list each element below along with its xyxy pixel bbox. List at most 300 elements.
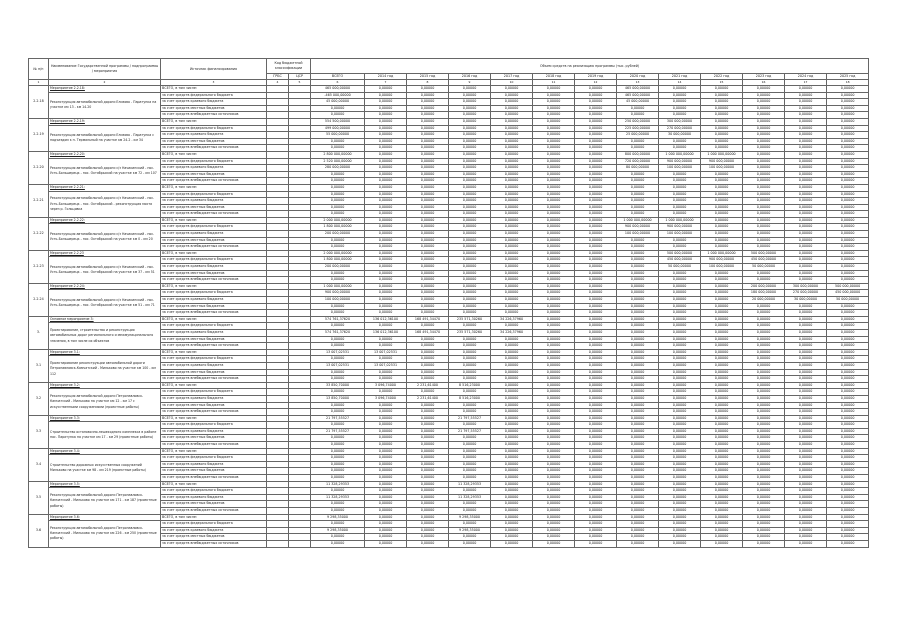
- csr-cell: [289, 145, 311, 152]
- amount-cell: 0,00000: [617, 303, 659, 310]
- amount-cell: 0,00000: [617, 376, 659, 383]
- amount-cell: 0,00000: [533, 475, 575, 482]
- amount-cell: 0,00000: [785, 540, 827, 547]
- amount-cell: 0,00000: [365, 151, 407, 158]
- amount-cell: 0,00000: [533, 92, 575, 99]
- csr-cell: [289, 343, 311, 350]
- amount-cell: 0,00000: [575, 343, 617, 350]
- amount-cell: 0,00000: [743, 494, 785, 501]
- amount-cell: 1 000 000,00000: [311, 283, 365, 290]
- amount-cell: 0,00000: [365, 376, 407, 383]
- amount-cell: 0,00000: [743, 362, 785, 369]
- funding-source: за счет средств местных бюджетов: [161, 501, 267, 508]
- amount-cell: 0,00000: [365, 422, 407, 429]
- amount-cell: 0,00000: [701, 303, 743, 310]
- amount-cell: 0,00000: [743, 165, 785, 172]
- amount-cell: 0,00000: [743, 514, 785, 521]
- amount-cell: 0,00000: [575, 336, 617, 343]
- amount-cell: 0,00000: [743, 191, 785, 198]
- csr-cell: [289, 224, 311, 231]
- amount-cell: 0,00000: [533, 118, 575, 125]
- amount-cell: 0,00000: [575, 178, 617, 185]
- amount-cell: 450 000,00000: [827, 290, 869, 297]
- funding-source: за счет средств внебюджетных источников: [161, 178, 267, 185]
- amount-cell: 0,00000: [365, 237, 407, 244]
- amount-cell: 0,00000: [449, 343, 491, 350]
- amount-cell: 0,00000: [575, 151, 617, 158]
- amount-cell: 0,00000: [533, 191, 575, 198]
- amount-cell: 0,00000: [575, 415, 617, 422]
- amount-cell: 0,00000: [533, 145, 575, 152]
- grbs-cell: [267, 389, 289, 396]
- funding-source: за счет средств краевого бюджета: [161, 329, 267, 336]
- header-column-number: 11: [533, 80, 575, 86]
- amount-cell: 0,00000: [659, 303, 701, 310]
- amount-cell: 0,00000: [491, 145, 533, 152]
- amount-cell: 0,00000: [365, 481, 407, 488]
- csr-cell: [289, 382, 311, 389]
- header-total: ВСЕГО: [311, 74, 365, 80]
- amount-cell: 0,00000: [533, 138, 575, 145]
- amount-cell: 0,00000: [743, 145, 785, 152]
- amount-cell: 0,00000: [533, 336, 575, 343]
- csr-cell: [289, 540, 311, 547]
- amount-cell: 0,00000: [659, 488, 701, 495]
- amount-cell: 0,00000: [449, 376, 491, 383]
- amount-cell: 0,00000: [785, 145, 827, 152]
- measure-name: Строительство остановочно-пешеходного комплекса в районе пос. Паратунка на участке км 17 - км 29 (проектные работы): [49, 422, 161, 448]
- amount-cell: 0,00000: [311, 171, 365, 178]
- amount-cell: 0,00000: [365, 224, 407, 231]
- table-row: [29, 257, 869, 264]
- amount-cell: 0,00000: [785, 86, 827, 93]
- amount-cell: 0,00000: [827, 99, 869, 106]
- amount-cell: 0,00000: [785, 204, 827, 211]
- header-column-number: 8: [407, 80, 449, 86]
- grbs-cell: [267, 270, 289, 277]
- amount-cell: 0,00000: [491, 105, 533, 112]
- amount-cell: 0,00000: [617, 488, 659, 495]
- amount-cell: 270 000,00000: [659, 125, 701, 132]
- amount-cell: 0,00000: [407, 171, 449, 178]
- amount-cell: 0,00000: [827, 105, 869, 112]
- amount-cell: 0,00000: [827, 118, 869, 125]
- grbs-cell: [267, 132, 289, 139]
- csr-cell: [289, 527, 311, 534]
- amount-cell: 0,00000: [575, 362, 617, 369]
- amount-cell: 900 000,00000: [659, 158, 701, 165]
- table-row: [29, 86, 869, 93]
- grbs-cell: [267, 428, 289, 435]
- amount-cell: 0,00000: [575, 191, 617, 198]
- amount-cell: 0,00000: [827, 270, 869, 277]
- amount-cell: 0,00000: [491, 435, 533, 442]
- grbs-cell: [267, 442, 289, 449]
- amount-cell: 0,00000: [491, 184, 533, 191]
- row-number: 2.2.21: [29, 184, 49, 217]
- amount-cell: 0,00000: [701, 297, 743, 304]
- amount-cell: 50 000,00000: [827, 297, 869, 304]
- amount-cell: 0,00000: [533, 112, 575, 119]
- amount-cell: 0,00000: [659, 501, 701, 508]
- amount-cell: 0,00000: [701, 316, 743, 323]
- funding-source: за счет средств федерального бюджета: [161, 125, 267, 132]
- amount-cell: 0,00000: [827, 475, 869, 482]
- amount-cell: 0,00000: [785, 171, 827, 178]
- grbs-cell: [267, 224, 289, 231]
- amount-cell: 0,00000: [701, 461, 743, 468]
- amount-cell: 0,00000: [575, 217, 617, 224]
- csr-cell: [289, 488, 311, 495]
- funding-source: за счет средств федерального бюджета: [161, 191, 267, 198]
- amount-cell: 0,00000: [785, 184, 827, 191]
- measure-name: Реконструкция автомобильной дороги Елизово - Паратунка с подъездом к п. Термальный на участке км 24.2 - км 34: [49, 125, 161, 151]
- amount-cell: 0,00000: [827, 329, 869, 336]
- grbs-cell: [267, 198, 289, 205]
- amount-cell: 0,00000: [827, 527, 869, 534]
- amount-cell: 0,00000: [407, 402, 449, 409]
- amount-cell: 0,00000: [827, 125, 869, 132]
- amount-cell: 1 000 000,00000: [659, 151, 701, 158]
- header-column-number: 13: [617, 80, 659, 86]
- amount-cell: 0,00000: [449, 356, 491, 363]
- amount-cell: 0,00000: [743, 336, 785, 343]
- amount-cell: 0,00000: [617, 481, 659, 488]
- amount-cell: 0,00000: [785, 488, 827, 495]
- amount-cell: 9 298,35000: [311, 514, 365, 521]
- amount-cell: 0,00000: [743, 422, 785, 429]
- amount-cell: 0,00000: [365, 475, 407, 482]
- amount-cell: 0,00000: [659, 481, 701, 488]
- amount-cell: 0,00000: [701, 336, 743, 343]
- amount-cell: 0,00000: [365, 145, 407, 152]
- amount-cell: 0,00000: [311, 336, 365, 343]
- header-column-number: 12: [575, 80, 617, 86]
- amount-cell: 0,00000: [575, 448, 617, 455]
- amount-cell: 136 012,36100: [365, 316, 407, 323]
- amount-cell: 0,00000: [743, 132, 785, 139]
- amount-cell: 0,00000: [701, 428, 743, 435]
- header-column-number: 6: [311, 80, 365, 86]
- measure-name: Проектирование, строительство и реконструкция автомобильных дорог регионального и межмуниципального значения, в том числе их объектов: [49, 323, 161, 349]
- csr-cell: [289, 277, 311, 284]
- amount-cell: 0,00000: [449, 244, 491, 251]
- amount-cell: 0,00000: [491, 356, 533, 363]
- grbs-cell: [267, 165, 289, 172]
- amount-cell: 0,00000: [491, 297, 533, 304]
- amount-cell: 0,00000: [533, 290, 575, 297]
- amount-cell: 0,00000: [533, 224, 575, 231]
- amount-cell: 0,00000: [365, 277, 407, 284]
- grbs-cell: [267, 448, 289, 455]
- amount-cell: 0,00000: [407, 475, 449, 482]
- amount-cell: 0,00000: [743, 125, 785, 132]
- amount-cell: 1 800 000,00000: [311, 257, 365, 264]
- amount-cell: 0,00000: [827, 323, 869, 330]
- amount-cell: 0,00000: [785, 481, 827, 488]
- csr-cell: [289, 184, 311, 191]
- amount-cell: 0,00000: [743, 171, 785, 178]
- amount-cell: 0,00000: [407, 409, 449, 416]
- table-row: [29, 191, 869, 198]
- csr-cell: [289, 448, 311, 455]
- amount-cell: 0,00000: [407, 442, 449, 449]
- table-row: [29, 389, 869, 396]
- amount-cell: 0,00000: [491, 264, 533, 271]
- amount-cell: 180 000,00000: [743, 290, 785, 297]
- amount-cell: 0,00000: [533, 488, 575, 495]
- amount-cell: 0,00000: [785, 455, 827, 462]
- amount-cell: 200 000,00000: [311, 231, 365, 238]
- amount-cell: 0,00000: [743, 198, 785, 205]
- amount-cell: 0,00000: [743, 323, 785, 330]
- amount-cell: 0,00000: [533, 481, 575, 488]
- amount-cell: 0,00000: [617, 402, 659, 409]
- csr-cell: [289, 283, 311, 290]
- amount-cell: 0,00000: [365, 402, 407, 409]
- amount-cell: 0,00000: [311, 323, 365, 330]
- grbs-cell: [267, 316, 289, 323]
- amount-cell: 0,00000: [575, 468, 617, 475]
- funding-table: [28, 58, 869, 548]
- csr-cell: [289, 389, 311, 396]
- measure-name: Реконструкция автомобильной дороги с/з Начикинский - пос. Усть-Большерецк - пос. Октябрьский на участке км 37 - км 51: [49, 257, 161, 283]
- csr-cell: [289, 514, 311, 521]
- amount-cell: 0,00000: [533, 409, 575, 416]
- amount-cell: 0,00000: [575, 204, 617, 211]
- csr-cell: [289, 264, 311, 271]
- amount-cell: 0,00000: [827, 92, 869, 99]
- amount-cell: 0,00000: [365, 257, 407, 264]
- amount-cell: 0,00000: [743, 356, 785, 363]
- amount-cell: 0,00000: [827, 481, 869, 488]
- amount-cell: 0,00000: [491, 237, 533, 244]
- amount-cell: 0,00000: [659, 527, 701, 534]
- amount-cell: 0,00000: [743, 270, 785, 277]
- amount-cell: 0,00000: [491, 428, 533, 435]
- amount-cell: 0,00000: [827, 184, 869, 191]
- grbs-cell: [267, 455, 289, 462]
- amount-cell: 0,00000: [365, 138, 407, 145]
- amount-cell: 0,00000: [743, 184, 785, 191]
- measure-heading: Мероприятие 2.2.23: [49, 250, 161, 257]
- amount-cell: 0,00000: [659, 297, 701, 304]
- amount-cell: 0,00000: [617, 395, 659, 402]
- funding-source: за счет средств федерального бюджета: [161, 356, 267, 363]
- amount-cell: 0,00000: [311, 204, 365, 211]
- amount-cell: 0,00000: [575, 171, 617, 178]
- amount-cell: 0,00000: [785, 501, 827, 508]
- funding-source: ВСЕГО, в том числе:: [161, 217, 267, 224]
- grbs-cell: [267, 409, 289, 416]
- amount-cell: 0,00000: [365, 448, 407, 455]
- amount-cell: 0,00000: [785, 428, 827, 435]
- amount-cell: 0,00000: [491, 303, 533, 310]
- csr-cell: [289, 395, 311, 402]
- grbs-cell: [267, 508, 289, 515]
- amount-cell: 0,00000: [743, 527, 785, 534]
- amount-cell: 0,00000: [575, 534, 617, 541]
- amount-cell: 0,00000: [617, 428, 659, 435]
- amount-cell: 0,00000: [659, 329, 701, 336]
- amount-cell: 100 000,00000: [617, 231, 659, 238]
- measure-heading: Мероприятие 3.4:: [49, 448, 161, 455]
- amount-cell: 0,00000: [449, 389, 491, 396]
- amount-cell: 0,00000: [659, 534, 701, 541]
- amount-cell: 0,00000: [827, 488, 869, 495]
- amount-cell: 0,00000: [701, 369, 743, 376]
- amount-cell: 0,00000: [659, 455, 701, 462]
- amount-cell: 0,00000: [827, 389, 869, 396]
- amount-cell: 0,00000: [491, 132, 533, 139]
- amount-cell: 0,00000: [491, 534, 533, 541]
- amount-cell: 0,00000: [533, 165, 575, 172]
- amount-cell: 0,00000: [365, 435, 407, 442]
- amount-cell: 0,00000: [449, 270, 491, 277]
- amount-cell: 0,00000: [701, 356, 743, 363]
- amount-cell: 0,00000: [449, 461, 491, 468]
- amount-cell: 0,00000: [365, 461, 407, 468]
- amount-cell: 0,00000: [575, 250, 617, 257]
- amount-cell: 0,00000: [365, 343, 407, 350]
- amount-cell: 0,00000: [407, 99, 449, 106]
- amount-cell: 11 328,29353: [311, 481, 365, 488]
- amount-cell: 2 000 000,00000: [311, 250, 365, 257]
- amount-cell: 0,00000: [785, 92, 827, 99]
- amount-cell: 0,00000: [659, 362, 701, 369]
- amount-cell: 0,00000: [701, 204, 743, 211]
- amount-cell: 0,00000: [701, 145, 743, 152]
- amount-cell: 0,00000: [617, 389, 659, 396]
- row-number: 2.2.24: [29, 283, 49, 316]
- amount-cell: 0,00000: [491, 277, 533, 284]
- csr-cell: [289, 231, 311, 238]
- amount-cell: 0,00000: [533, 198, 575, 205]
- amount-cell: 0,00000: [743, 237, 785, 244]
- amount-cell: 0,00000: [407, 250, 449, 257]
- amount-cell: 1 000 000,00000: [701, 151, 743, 158]
- funding-source: за счет средств внебюджетных источников: [161, 211, 267, 218]
- amount-cell: 0,00000: [827, 257, 869, 264]
- grbs-cell: [267, 145, 289, 152]
- amount-cell: 0,00000: [743, 468, 785, 475]
- amount-cell: 0,00000: [743, 316, 785, 323]
- amount-cell: 0,00000: [701, 323, 743, 330]
- funding-source: за счет средств внебюджетных источников: [161, 112, 267, 119]
- funding-source: за счет средств федерального бюджета: [161, 422, 267, 429]
- amount-cell: 0,00000: [407, 336, 449, 343]
- amount-cell: 2 520 000,00000: [311, 158, 365, 165]
- funding-source: ВСЕГО, в том числе:: [161, 349, 267, 356]
- amount-cell: 0,00000: [533, 86, 575, 93]
- amount-cell: 0,00000: [407, 277, 449, 284]
- amount-cell: 0,00000: [311, 508, 365, 515]
- amount-cell: 0,00000: [743, 303, 785, 310]
- amount-cell: 0,00000: [785, 316, 827, 323]
- amount-cell: 0,00000: [365, 297, 407, 304]
- amount-cell: 9 298,35000: [449, 527, 491, 534]
- amount-cell: 0,00000: [659, 540, 701, 547]
- grbs-cell: [267, 151, 289, 158]
- csr-cell: [289, 415, 311, 422]
- amount-cell: 0,00000: [449, 448, 491, 455]
- csr-cell: [289, 442, 311, 449]
- amount-cell: 0,00000: [659, 343, 701, 350]
- amount-cell: 0,00000: [533, 455, 575, 462]
- header-source: Источник финансирования: [161, 59, 267, 80]
- header-year: 2016 год: [449, 74, 491, 80]
- amount-cell: 13 007,02531: [365, 362, 407, 369]
- amount-cell: 0,00000: [617, 316, 659, 323]
- funding-source: за счет средств местных бюджетов: [161, 105, 267, 112]
- amount-cell: 1 000 000,00000: [617, 217, 659, 224]
- amount-cell: 0,00000: [449, 402, 491, 409]
- grbs-cell: [267, 349, 289, 356]
- amount-cell: 0,00000: [311, 369, 365, 376]
- amount-cell: 0,00000: [365, 86, 407, 93]
- header-column-number: 7: [365, 80, 407, 86]
- amount-cell: 450 000,00000: [659, 257, 701, 264]
- amount-cell: 0,00000: [743, 409, 785, 416]
- table-row: [29, 125, 869, 132]
- grbs-cell: [267, 461, 289, 468]
- grbs-cell: [267, 250, 289, 257]
- amount-cell: 0,00000: [407, 92, 449, 99]
- amount-cell: 0,00000: [407, 448, 449, 455]
- amount-cell: 0,00000: [701, 237, 743, 244]
- measure-heading: Основное мероприятие 3:: [49, 316, 161, 323]
- amount-cell: 0,00000: [785, 448, 827, 455]
- amount-cell: 574 761,37620: [311, 316, 365, 323]
- amount-cell: 0,00000: [575, 461, 617, 468]
- csr-cell: [289, 369, 311, 376]
- funding-source: за счет средств федерального бюджета: [161, 455, 267, 462]
- amount-cell: 0,00000: [449, 283, 491, 290]
- amount-cell: 0,00000: [701, 376, 743, 383]
- amount-cell: 0,00000: [449, 237, 491, 244]
- amount-cell: 0,00000: [575, 237, 617, 244]
- amount-cell: 0,00000: [617, 257, 659, 264]
- amount-cell: 0,00000: [785, 250, 827, 257]
- amount-cell: 280 000,00000: [311, 165, 365, 172]
- amount-cell: 0,00000: [701, 217, 743, 224]
- amount-cell: 2 231,61400: [407, 382, 449, 389]
- csr-cell: [289, 481, 311, 488]
- amount-cell: 0,00000: [491, 455, 533, 462]
- amount-cell: 0,00000: [575, 389, 617, 396]
- amount-cell: 0,00000: [533, 217, 575, 224]
- amount-cell: 0,00000: [743, 488, 785, 495]
- amount-cell: 0,00000: [365, 323, 407, 330]
- amount-cell: 0,00000: [575, 514, 617, 521]
- amount-cell: 0,00000: [533, 323, 575, 330]
- amount-cell: 0,00000: [407, 198, 449, 205]
- amount-cell: 0,00000: [701, 138, 743, 145]
- amount-cell: 0,00000: [407, 178, 449, 185]
- amount-cell: 0,00000: [449, 171, 491, 178]
- grbs-cell: [267, 290, 289, 297]
- amount-cell: 0,00000: [785, 211, 827, 218]
- amount-cell: 0,00000: [491, 270, 533, 277]
- amount-cell: 0,00000: [785, 329, 827, 336]
- amount-cell: 0,00000: [617, 448, 659, 455]
- grbs-cell: [267, 244, 289, 251]
- header-column-number: 9: [449, 80, 491, 86]
- funding-source: ВСЕГО, в том числе:: [161, 283, 267, 290]
- amount-cell: 0,00000: [533, 204, 575, 211]
- amount-cell: 0,00000: [533, 231, 575, 238]
- amount-cell: 0,00000: [365, 270, 407, 277]
